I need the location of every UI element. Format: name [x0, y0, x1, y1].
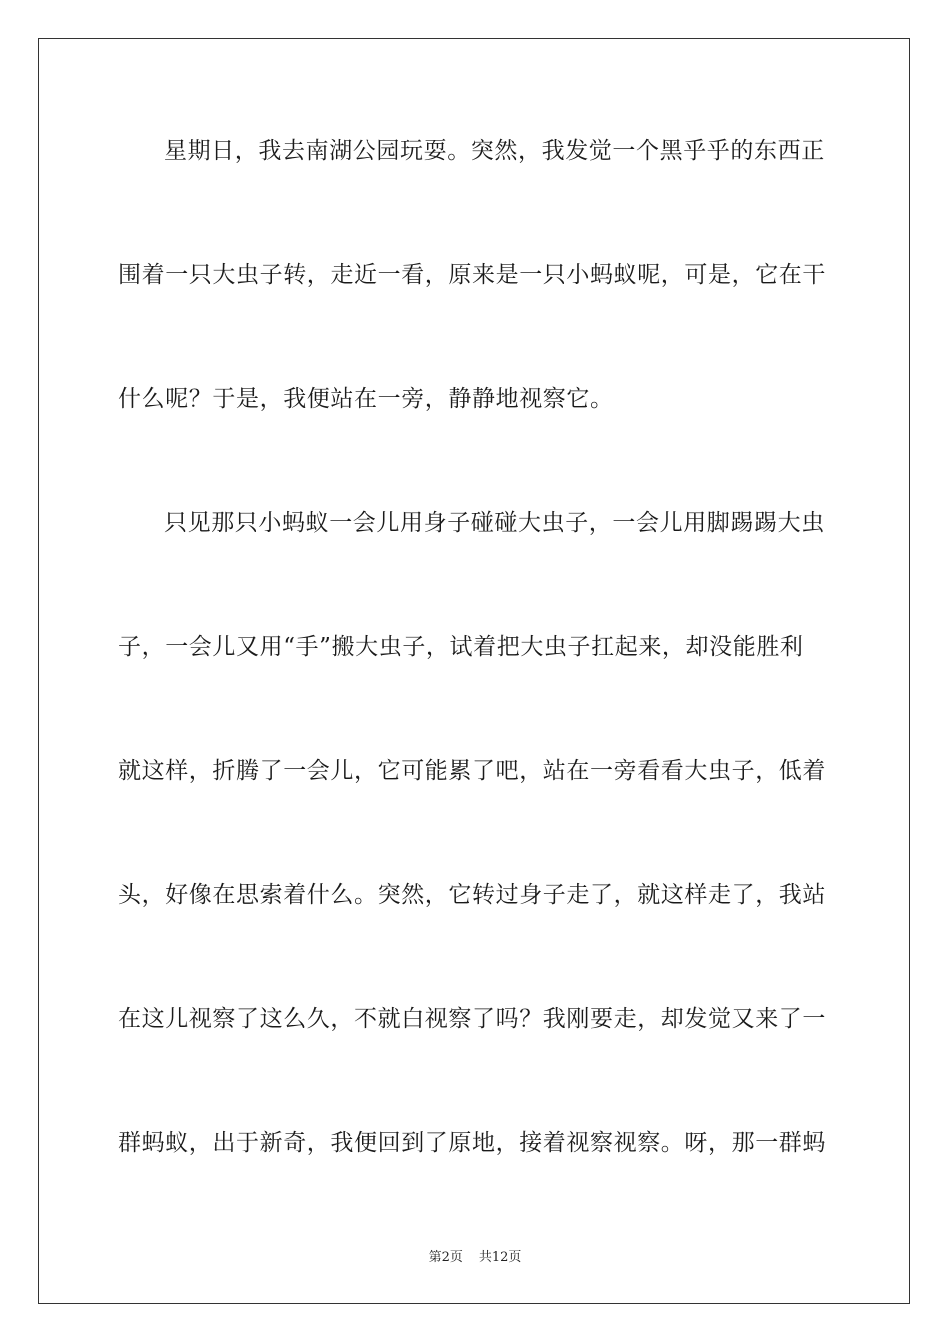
page-border	[38, 38, 910, 1304]
text-line-2: 围着一只大虫子转，走近一看，原来是一只小蚂蚁呢，可是，它在干	[118, 262, 826, 288]
page-total: 共12页	[478, 1250, 522, 1265]
text-line-6: 就这样，折腾了一会儿，它可能累了吧，站在一旁看看大虫子，低着	[118, 758, 826, 784]
text-line-7: 头，好像在思索着什么。突然，它转过身子走了，就这样走了，我站	[118, 882, 826, 908]
text-line-9: 群蚂蚁，出于新奇，我便回到了原地，接着视察视察。呀，那一群蚂	[118, 1130, 826, 1156]
text-line-4: 只见那只小蚂蚁一会儿用身子碰碰大虫子，一会儿用脚踢踢大虫	[164, 510, 825, 536]
page-footer	[0, 1246, 950, 1265]
text-line-5: 子，一会儿又用“手”搬大虫子，试着把大虫子扛起来，却没能胜利	[118, 634, 804, 660]
page-number: 第2页	[428, 1250, 463, 1265]
text-line-1: 星期日，我去南湖公园玩耍。突然，我发觉一个黑乎乎的东西正	[164, 138, 825, 164]
text-line-3: 什么呢？于是，我便站在一旁，静静地视察它。	[118, 386, 614, 412]
text-line-8: 在这儿视察了这么久，不就白视察了吗？我刚要走，却发觉又来了一	[118, 1006, 826, 1032]
